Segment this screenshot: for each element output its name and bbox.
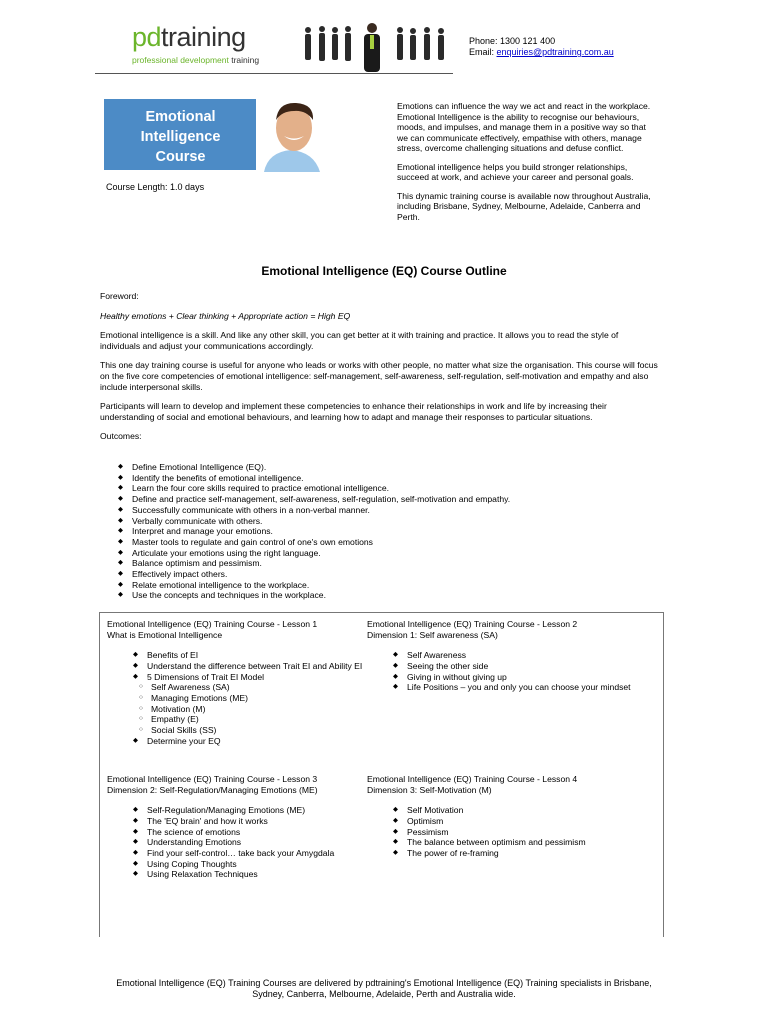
list-item: ◆ The power of re-framing	[393, 848, 657, 859]
list-item: ◆ Relate emotional intelligence to the workplace.	[118, 580, 658, 591]
list-item: ◆ 5 Dimensions of Trait EI Model	[133, 672, 365, 683]
banner-line-2: Intelligence	[140, 129, 221, 145]
list-item: ◆ Identify the benefits of emotional intelligence.	[118, 473, 658, 484]
email-link[interactable]: enquiries@pdtraining.com.au	[496, 47, 614, 57]
list-item: ◆ Seeing the other side	[393, 661, 657, 672]
outcomes-label: Outcomes:	[100, 431, 142, 442]
smiling-man-image	[256, 98, 326, 172]
list-item: ◆ Define Emotional Intelligence (EQ).	[118, 462, 658, 473]
intro-text	[397, 101, 659, 230]
list-item: ◆ Effectively impact others.	[118, 569, 658, 580]
lesson-4-subheading: Dimension 3: Self-Motivation (M)	[367, 784, 492, 795]
list-item: ○ Motivation (M)	[139, 704, 365, 715]
list-item: ◆ Successfully communicate with others in a non-verbal manner.	[118, 505, 658, 516]
lesson-2-subheading: Dimension 1: Self awareness (SA)	[367, 629, 498, 640]
contact-info	[469, 36, 614, 58]
list-item: ○ Managing Emotions (ME)	[139, 693, 365, 704]
lesson-4-heading: Emotional Intelligence (EQ) Training Course - Lesson 4	[367, 774, 578, 784]
body-paragraph-1: Emotional intelligence is a skill. And like any other skill, you can get better at it with training and practice. It allows you to read the style of individuals and adjust your communications accordingly.	[100, 330, 619, 351]
list-item: ◆ Determine your EQ	[133, 736, 365, 747]
intro-paragraph-3: This dynamic training course is available now throughout Australia, including Brisbane, Sydney, Melbourne, Adelaide, Canberra and Perth.	[397, 190, 651, 222]
course-body	[100, 291, 660, 451]
lessons-box	[99, 612, 664, 937]
lesson-3-heading: Emotional Intelligence (EQ) Training Course - Lesson 3	[107, 774, 318, 784]
logo-pd: pd	[132, 22, 162, 52]
body-paragraph-3: Participants will learn to develop and implement these competencies to enhance their relationships in work and life by increasing their understanding of social and emotional behaviours, and learning how to adapt and manage their responses to particular situations.	[100, 401, 607, 422]
lesson-1	[107, 619, 365, 747]
lesson-4	[367, 774, 657, 859]
logo-tagline-b: training	[231, 55, 260, 65]
list-item: ◆ Define and practice self-management, self-awareness, self-regulation, self-motivation and empathy.	[118, 494, 658, 505]
logo-training: training	[161, 22, 246, 52]
banner-line-1: Emotional	[145, 109, 216, 125]
course-length: Course Length: 1.0 days	[106, 182, 205, 192]
intro-paragraph-1: Emotions can influence the way we act and react in the workplace. Emotional Intelligence is the ability to recognise our behaviours, moods, and impulses, and manage them in a positive way so that we can communicate effectively, empathise with others, manage stress, overcome challenging situations and defuse conflict.	[397, 101, 651, 153]
lesson-1-subheading: What is Emotional Intelligence	[107, 629, 223, 640]
list-item: ◆ Self Awareness	[393, 650, 657, 661]
phone-text: Phone: 1300 121 400	[469, 36, 556, 46]
list-item: ◆ Optimism	[393, 816, 657, 827]
intro-paragraph-2: Emotional intelligence helps you build stronger relationships, succeed at work, and achieve your career and personal goals.	[397, 161, 634, 182]
list-item: ◆ Understanding Emotions	[133, 837, 365, 848]
list-item: ◆ Life Positions – you and only you can choose your mindset	[393, 682, 657, 693]
list-item: ◆ Pessimism	[393, 827, 657, 838]
list-item: ◆ Learn the four core skills required to practice emotional intelligence.	[118, 483, 658, 494]
header-divider	[95, 73, 453, 74]
course-banner	[104, 99, 257, 170]
lesson-1-heading: Emotional Intelligence (EQ) Training Course - Lesson 1	[107, 619, 318, 629]
course-outline-title: Emotional Intelligence (EQ) Course Outline	[261, 264, 507, 278]
list-item: ◆ Interpret and manage your emotions.	[118, 526, 658, 537]
pdtraining-logo	[132, 22, 259, 65]
list-item: ◆ Find your self-control… take back your Amygdala	[133, 848, 365, 859]
list-item: ○ Empathy (E)	[139, 714, 365, 725]
business-people-image	[300, 20, 452, 74]
lesson-3	[107, 774, 365, 880]
body-paragraph-2: This one day training course is useful for anyone who leads or works with other people, no matter what size the organisation. This course will focus on the five core competencies of emotional intelligence: self-management, self-awareness, self-regulation, self-motivation and empathy and also include interpersonal skills.	[100, 360, 658, 392]
list-item: ◆ Use the concepts and techniques in the workplace.	[118, 590, 658, 601]
lesson-3-subheading: Dimension 2: Self-Regulation/Managing Emotions (ME)	[107, 784, 318, 795]
lesson-2	[367, 619, 657, 693]
list-item: ◆ The 'EQ brain' and how it works	[133, 816, 365, 827]
list-item: ◆ Using Relaxation Techniques	[133, 869, 365, 880]
email-label: Email:	[469, 47, 497, 57]
list-item: ◆ Understand the difference between Trait EI and Ability EI	[133, 661, 365, 672]
list-item: ◆ Balance optimism and pessimism.	[118, 558, 658, 569]
list-item: ○ Social Skills (SS)	[139, 725, 365, 736]
lesson-2-heading: Emotional Intelligence (EQ) Training Course - Lesson 2	[367, 619, 578, 629]
trait-ei-dimensions-list	[107, 682, 365, 736]
list-item: ◆ Verbally communicate with others.	[118, 516, 658, 527]
list-item: ◆ Using Coping Thoughts	[133, 859, 365, 870]
list-item: ◆ Self-Regulation/Managing Emotions (ME)	[133, 805, 365, 816]
list-item: ◆ Giving in without giving up	[393, 672, 657, 683]
list-item: ◆ Articulate your emotions using the right language.	[118, 548, 658, 559]
list-item: ◆ The balance between optimism and pessimism	[393, 837, 657, 848]
banner-line-3: Course	[155, 149, 206, 165]
eq-formula: Healthy emotions + Clear thinking + Appropriate action = High EQ	[100, 310, 351, 321]
list-item: ◆ Master tools to regulate and gain control of one's own emotions	[118, 537, 658, 548]
footer-text: Emotional Intelligence (EQ) Training Courses are delivered by pdtraining's Emotional Intelligence (EQ) Training specialists in Brisbane, Sydney, Canberra, Melbourne, Adelaide, Perth and Australia wide.	[116, 978, 652, 999]
logo-tagline-a: professional development	[132, 55, 232, 65]
foreword-label: Foreword:	[100, 291, 139, 301]
list-item: ◆ The science of emotions	[133, 827, 365, 838]
list-item: ◆ Benefits of EI	[133, 650, 365, 661]
list-item: ◆ Self Motivation	[393, 805, 657, 816]
list-item: ○ Self Awareness (SA)	[139, 682, 365, 693]
outcomes-list	[118, 462, 658, 601]
